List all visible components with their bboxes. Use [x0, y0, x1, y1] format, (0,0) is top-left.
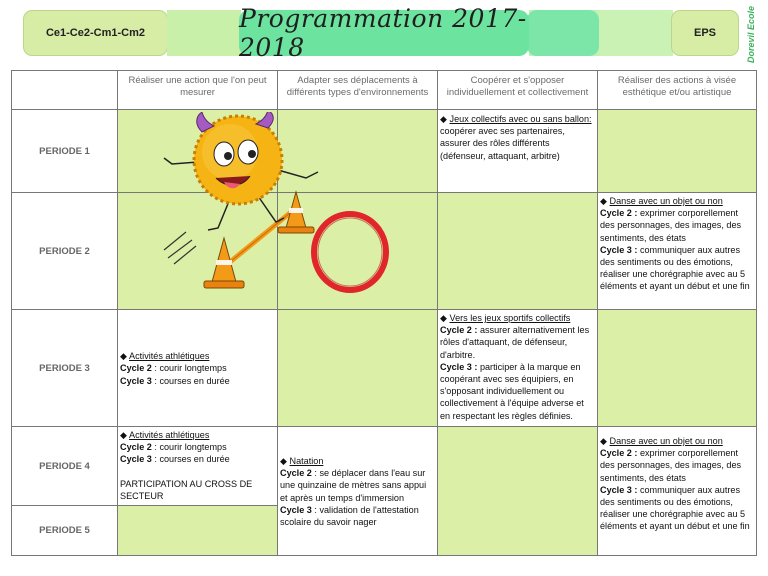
table-cell: ◆ Vers les jeux sportifs collectifs Cycle 2 : assurer alternativement les rôles d'attaquant, de défenseur, d'arbitre. Cycle 3 : participer à la marque en coopérant avec ses équipiers, en s'opposant individuellement ou collectivement à l'équipe adverse et en respectant les règles définies. — [437, 309, 598, 427]
table-row-periode-4-5 — [11, 426, 757, 556]
author-watermark: Dorevil Ecole — [746, 5, 756, 63]
banner-block — [167, 10, 241, 56]
cycle-3-text: participer à la marque en coopérant avec ses équipiers, en s'opposant individuellement ou collectivement à l'équipe adverse et en respectant les règles définies. — [440, 361, 584, 421]
table-cell: ◆ Natation Cycle 2 : se déplacer dans l'eau sur une quinzaine de mètres sans appui et après un temps d'immersion Cycle 3 : validation de l'attestation scolaire du savoir nager — [277, 426, 438, 556]
cycle-3-label: Cycle 3 — [280, 504, 312, 515]
table-cell — [597, 109, 757, 193]
activity-title: Danse avec un objet ou non — [609, 436, 723, 446]
header-banner — [23, 4, 739, 62]
cycle-2-text: : courir longtemps — [154, 442, 227, 453]
cycle-2-label: Cycle 2 : — [600, 448, 638, 459]
cycle-3-text: : courses en durée — [154, 454, 230, 465]
table-row-periode-3 — [11, 309, 757, 427]
activity-title: Natation — [289, 455, 324, 466]
cycle-2-label: Cycle 2 : — [440, 325, 478, 336]
period-label: PERIODE 4 — [11, 426, 118, 506]
subject-label: EPS — [693, 27, 716, 39]
activity-title: Vers les jeux sportifs collectifs — [449, 313, 571, 323]
cycle-3-label: Cycle 3 : — [600, 244, 638, 255]
class-levels: Ce1-Ce2-Cm1-Cm2 — [45, 27, 146, 39]
cycle-3-text: communiquer aux autres des sentiments ou des émotions, réaliser une chorégraphie avec au 5 éléments et ayant un début et une fin — [600, 244, 750, 292]
table-cell — [437, 192, 598, 310]
cycle-3-label: Cycle 3 — [120, 375, 152, 386]
cycle-2-label: Cycle 2 — [120, 363, 152, 374]
banner-block — [527, 10, 599, 56]
cycle-2-text: : courir longtemps — [154, 363, 227, 374]
table-cell: ◆ Activités athlétiques Cycle 2 : courir longtemps Cycle 3 : courses en durée PARTICIPATION AU CROSS DE SECTEUR — [117, 426, 278, 506]
cycle-2-label: Cycle 2 : — [600, 208, 638, 219]
table-row-periode-1 — [11, 109, 757, 193]
cycle-2-text: assurer alternativement les rôles d'attaquant, de défenseur, d'arbitre. — [440, 325, 590, 360]
activity-title: Danse avec un objet ou non — [609, 196, 723, 206]
table-cell: ◆ Activités athlétiques Cycle 2 : courir longtemps Cycle 3 : courses en durée — [117, 309, 278, 427]
table-cell — [117, 192, 278, 310]
period-label: PERIODE 2 — [11, 192, 118, 310]
page-title: Programmation 2017-2018 — [239, 4, 527, 62]
banner-block — [599, 10, 673, 56]
table-cell — [277, 309, 438, 427]
column-header: Adapter ses déplacements à différents types d'environnements — [277, 70, 438, 110]
column-header: Coopérer et s'opposer individuellement et collectivement — [437, 70, 598, 110]
table-row-periode-2 — [11, 192, 757, 310]
period-label: PERIODE 5 — [11, 505, 118, 556]
cycle-3-label: Cycle 3 : — [600, 484, 638, 495]
table-cell: ◆ Danse avec un objet ou non Cycle 2 : exprimer corporellement des personnages, des images, des sentiments, des états Cycle 3 : communiquer aux autres des sentiments ou des émotions, réaliser une chorégraphie avec au 5 éléments et ayant un début et une fin — [597, 426, 757, 556]
programme-table — [11, 70, 757, 556]
table-cell — [277, 109, 438, 193]
activity-title: Activités athlétiques — [129, 351, 210, 362]
cycle-3-text: : validation de l'attestation scolaire du savoir nager — [280, 504, 419, 527]
activity-title: Activités athlétiques — [129, 430, 210, 440]
table-cell — [117, 109, 278, 193]
cycle-2-text: exprimer corporellement des personnages, des images, des sentiments, des états — [600, 208, 742, 243]
cycle-2-label: Cycle 2 — [120, 442, 152, 453]
table-cell — [117, 505, 278, 556]
period-label: PERIODE 1 — [11, 109, 118, 193]
column-header: Réaliser des actions à visée esthétique et/ou artistique — [597, 70, 757, 110]
cycle-3-text: communiquer aux autres des sentiments ou des émotions, réaliser une chorégraphie avec au 5 éléments et ayant un début et une fin — [600, 484, 750, 532]
table-header-row — [11, 70, 757, 110]
cycle-2-label: Cycle 2 — [280, 468, 312, 479]
table-cell — [437, 426, 598, 556]
activity-title: Jeux collectifs avec ou sans ballon: — [449, 114, 592, 124]
cycle-2-text: exprimer corporellement des personnages, des images, des sentiments, des états — [600, 448, 742, 483]
table-cell: ◆ Danse avec un objet ou non Cycle 2 : exprimer corporellement des personnages, des images, des sentiments, des états Cycle 3 : communiquer aux autres des sentiments ou des émotions, réaliser une chorégraphie avec au 5 éléments et ayant un début et une fin — [597, 192, 757, 310]
table-cell — [277, 192, 438, 310]
corner-cell — [11, 70, 118, 110]
table-cell — [597, 309, 757, 427]
period-label: PERIODE 3 — [11, 309, 118, 427]
cycle-3-text: : courses en durée — [154, 375, 230, 386]
activity-text: coopérer avec ses partenaires, assurer des rôles différents (défenseur, attaquant, arbitre) — [440, 126, 565, 161]
cycle-3-label: Cycle 3 : — [440, 361, 478, 372]
table-cell: ◆ Jeux collectifs avec ou sans ballon: coopérer avec ses partenaires, assurer des rôles différents (défenseur, attaquant, arbitre) — [437, 109, 598, 193]
column-header: Réaliser une action que l'on peut mesurer — [117, 70, 278, 110]
cycle-2-text: : se déplacer dans l'eau sur une quinzaine de mètres sans appui et après un temps d'immersion — [280, 468, 427, 503]
cross-event-text: PARTICIPATION AU CROSS DE SECTEUR — [120, 478, 253, 501]
cycle-3-label: Cycle 3 — [120, 454, 152, 465]
